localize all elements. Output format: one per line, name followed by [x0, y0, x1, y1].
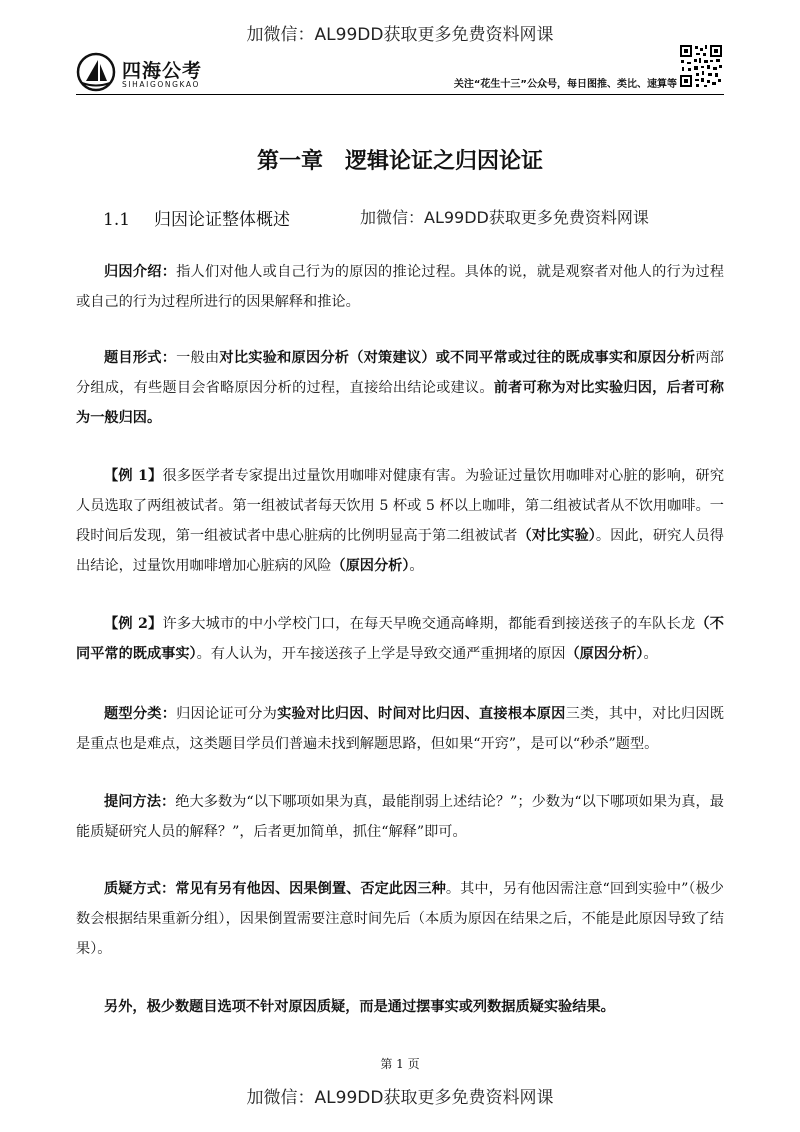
- footer-watermark: 加微信：AL99DD获取更多免费资料网课: [246, 1088, 554, 1108]
- chapter-title: 第一章 逻辑论证之归因论证: [256, 149, 543, 174]
- form-label: 题目形式：: [104, 350, 177, 366]
- form-paragraph: [76, 343, 724, 433]
- example-2-bold-1: （不同平常的既成事实）: [76, 616, 724, 662]
- example-1-bold-1: （对比实验）: [517, 528, 596, 544]
- types-paragraph: [76, 699, 724, 759]
- section-number: 1.1: [103, 210, 131, 230]
- form-bold-2: 前者可称为对比实验归因，后者可称为一般归因。: [76, 380, 724, 426]
- section-heading: [103, 205, 290, 230]
- example-2-text-2: 。有人认为，开车接送孩子上学是导致交通严重拥堵的原因: [196, 646, 566, 662]
- extra-paragraph: [76, 992, 724, 1022]
- doubt-text-1: 。其中，另有他因需注意“回到实验中”（极少数会根据结果重新分组），因果倒置需要注意时间先后（本质为原因在结果之后，不能是此原因导致了结果）。: [76, 881, 724, 957]
- doubt-bold-1: 常见有另有他因、因果倒置、否定此因三种: [175, 881, 446, 897]
- form-text-2: 两部分组成，有些题目会省略原因分析的过程，直接给出结论或建议。: [76, 350, 724, 396]
- example-1-text-1: 很多医学者专家提出过量饮用咖啡对健康有害。为验证过量饮用咖啡对心脏的影响，研究人员选取了两组被试者。第一组被试者每天饮用 5 杯或 5 杯以上咖啡，第二组被试者从不饮用咖啡。一段时间后发现，第一组被试者中患心脏病的比例明显高于第二组被试者: [76, 468, 725, 544]
- extra-bold: 另外，极少数题目选项不针对原因质疑，而是通过摆事实或列数据质疑实验结果。: [104, 999, 615, 1015]
- types-label: 题型分类：: [104, 706, 177, 722]
- ask-paragraph: [76, 787, 724, 847]
- form-bold-1: 对比实验和原因分析（对策建议）或不同平常或过往的既成事实和原因分析: [219, 350, 696, 366]
- header-divider: [76, 94, 724, 95]
- intro-label: 归因介绍：: [104, 264, 177, 280]
- form-text-1: 一般由: [176, 350, 220, 366]
- example-2-bold-2: （原因分析）: [565, 646, 644, 662]
- doubt-label: 质疑方式：: [104, 881, 176, 897]
- example-2-text-1: 许多大城市的中小学校门口，在每天早晚交通高峰期，都能看到接送孩子的车队长龙: [162, 616, 696, 632]
- brand-logo: [76, 52, 216, 96]
- example-2-label: 【例 2】: [104, 616, 163, 632]
- example-1-label: 【例 1】: [104, 468, 163, 484]
- example-1-text-3: 。: [409, 558, 424, 574]
- top-watermark: 加微信：AL99DD获取更多免费资料网课: [246, 25, 554, 45]
- intro-text: 指人们对他人或自己行为的原因的推论过程。具体的说，就是观察者对他人的行为过程或自己的行为过程所进行的因果解释和推论。: [76, 264, 724, 310]
- ask-text: 绝大多数为“以下哪项如果为真，最能削弱上述结论？”；少数为“以下哪项如果为真，最能质疑研究人员的解释？”，后者更加简单，抓住“解释”即可。: [76, 794, 724, 840]
- intro-paragraph: [76, 257, 724, 317]
- example-1-text-2: 。因此，研究人员得出结论，过量饮用咖啡增加心脏病的风险: [76, 528, 724, 574]
- page-number: 第 1 页: [380, 1057, 420, 1071]
- mid-watermark: 加微信：AL99DD获取更多免费资料网课: [360, 208, 649, 227]
- logo-chinese-name: 四海公考: [122, 60, 203, 82]
- section-title: 归因论证整体概述: [154, 210, 291, 230]
- types-bold-1: 实验对比归因、时间对比归因、直接根本原因: [277, 706, 566, 722]
- doubt-paragraph: [76, 874, 724, 964]
- header-tagline: 关注“花生十三”公众号，每日图推、类比、速算等: [453, 79, 677, 90]
- qr-code-icon: [679, 44, 723, 88]
- logo-english-name: SIHAIGONGKAO: [122, 80, 200, 89]
- sailboat-logo-icon: [76, 52, 116, 92]
- example-2-text-3: 。: [643, 646, 658, 662]
- example-1-paragraph: [76, 461, 724, 581]
- example-2-paragraph: [76, 609, 724, 669]
- ask-label: 提问方法：: [104, 794, 176, 810]
- types-text-1: 归因论证可分为: [176, 706, 278, 722]
- types-text-2: 三类，其中，对比归因既是重点也是难点，这类题目学员们普遍未找到解题思路，但如果“开窍”，是可以“秒杀”题型。: [76, 706, 724, 752]
- example-1-bold-2: （原因分析）: [331, 558, 410, 574]
